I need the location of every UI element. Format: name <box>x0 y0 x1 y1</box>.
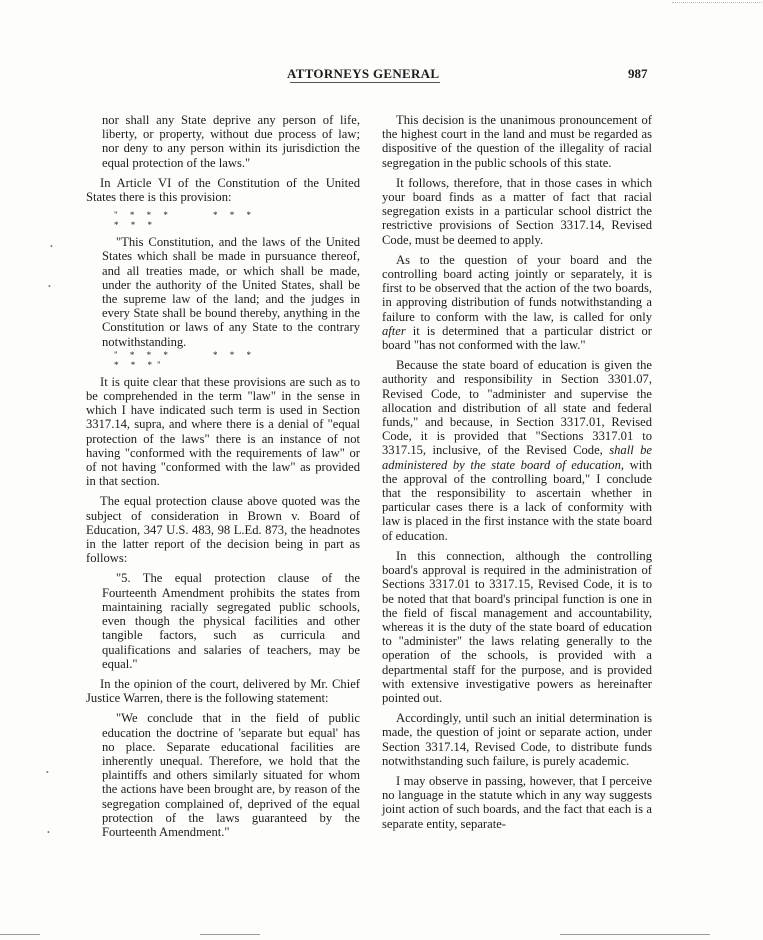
header-underline <box>290 82 440 83</box>
paragraph: This decision is the unanimous pronouncement of the highest court in the land and must be regarded as dispositive of the question of the illegality of racial segregation in the public schools of this state. <box>382 113 652 170</box>
left-column <box>86 113 360 845</box>
margin-mark: • <box>50 242 53 251</box>
page-number: 987 <box>628 66 648 81</box>
block-quote: "We conclude that in the field of public education the doctrine of 'separate but equal' has no place. Separate educational facilities are inherently unequal. Therefore, we hold that the plaintiffs and others similarly situated for whom the actions have been brought are, by reason of the segregation complained of, deprived of the equal protection of the laws guaranteed by the Fourteenth Amendment." <box>102 711 360 839</box>
paragraph: Accordingly, until such an initial determination is made, the question of joint or separate action, under Section 3317.14, Revised Code, to distribute funds notwithstanding such failure, is purely academic. <box>382 711 652 768</box>
paragraph: In the opinion of the court, delivered by Mr. Chief Justice Warren, there is the following statement: <box>86 676 360 706</box>
paragraph: It is quite clear that these provisions are such as to be comprehended in the term "law" in the sense in which I have indicated such term is used in Section 3317.14, supra, and where there is a denial of "equal protection of the laws" there is an instance of not having "conformed with the requirements of law" or of not having "conformed with the law" as provided in that section. <box>86 374 360 489</box>
paragraph: As to the question of your board and the controlling board acting jointly or separately, it is first to be observed that the action of the two boards, in approving distribution of funds notwithstanding a failure to conform with the law, is called for only after it is determined that a particular district or board "has not conformed with the law." <box>382 252 652 353</box>
paragraph: Because the state board of education is given the authority and responsibility in Section 3301.07, Revised Code, to "administer and supervise the allocation and distribution of all state and federal funds," and because, in Section 3317.01, Revised Code, it is provided that "Sections 3317.01 to 3317.15, inclusive, of the Revised Code, shall be administered by the state board of education, with the approval of the controlling board," I conclude that the responsibility to ascertain whether in particular cases there is a lack of conformity with law is placed in the first instance with the state board of education. <box>382 358 652 543</box>
paragraph: It follows, therefore, that in those cases in which your board finds as a matter of fact that racial segregation exists in a particular school district the restrictive provisions of Section 3317.14, Revised Code, must be deemed to apply. <box>382 175 652 247</box>
ellipsis-stars: " * * * * * ** * * <box>114 210 256 231</box>
margin-mark: • <box>48 282 51 291</box>
paragraph: In this connection, although the controlling board's approval is required in the administration of Sections 3317.01 to 3317.15, Revised Code, it is to be noted that that board's principal function is one in the field of fiscal management and accountability, whereas it is the duty of the state board of education to "administer" the laws relating generally to the operation of the schools, is provided with a departmental staff for the purpose, and is provided with extensive investigative powers as hereinafter pointed out. <box>382 548 652 705</box>
scan-artifact-line <box>200 934 260 935</box>
block-quote: "5. The equal protection clause of the Fourteenth Amendment prohibits the states from maintaining racially segregated public schools, even though the physical facilities and other tangible factors, such as curricula and qualifications and salaries of teachers, may be equal." <box>102 571 360 671</box>
right-column <box>382 113 652 837</box>
paragraph: I may observe in passing, however, that I perceive no language in the statute which in any way suggests joint action of such boards, and the fact that each is a separate entity, separate- <box>382 773 652 831</box>
page-header <box>0 66 763 86</box>
top-edge-dots <box>672 2 762 4</box>
ellipsis-stars: " * * * * * ** * *" <box>114 349 256 370</box>
scan-artifact-line <box>0 934 40 935</box>
running-title: ATTORNEYS GENERAL <box>287 66 440 81</box>
paragraph: In Article VI of the Constitution of the United States there is this provision: <box>86 175 360 205</box>
margin-mark: • <box>46 768 49 777</box>
paragraph: The equal protection clause above quoted was the subject of consideration in Brown v. Board of Education, 347 U.S. 483, 98 L.Ed. 873, the headnotes in the latter report of the decision being in part as follows: <box>86 494 360 566</box>
scan-artifact-line <box>560 934 710 935</box>
paragraph: nor shall any State deprive any person of life, liberty, or property, without due process of law; nor deny to any person within its jurisdiction the equal protection of the laws." <box>102 113 360 170</box>
margin-mark: • <box>47 828 50 837</box>
block-quote: "This Constitution, and the laws of the United States which shall be made in pursuance thereof, and all treaties made, or which shall be made, under the authority of the United States, shall be the supreme law of the land; and the judges in every State shall be bound thereby, anything in the Constitution or laws of any State to the contrary notwithstanding. <box>102 235 360 349</box>
